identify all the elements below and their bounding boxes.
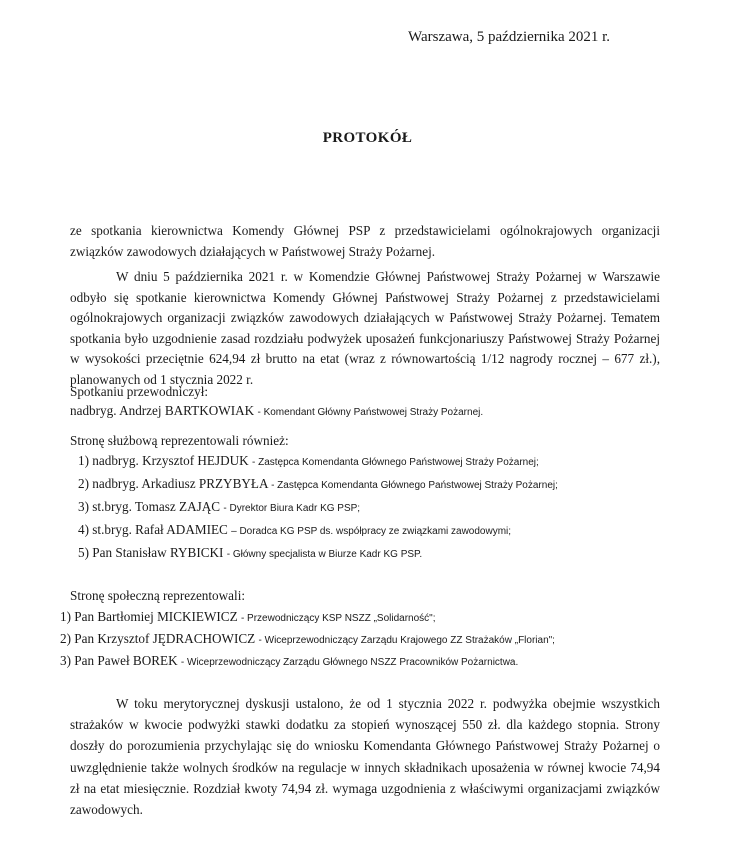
list-item — [60, 628, 555, 650]
member-role: - Zastępca Komendanta Głównego Państwowej Straży Pożarnej; — [271, 480, 558, 491]
member-name: st.bryg. Tomasz ZAJĄC — [92, 499, 221, 514]
social-side-list — [60, 606, 555, 672]
member-role: - Wiceprzewodniczący Zarządu Głównego NSZZ Pracowników Pożarnictwa. — [180, 657, 519, 668]
chair-role: - Komendant Główny Państwowej Straży Pożarnej. — [257, 407, 484, 418]
list-item — [60, 650, 555, 672]
item-number: 1) — [78, 453, 89, 468]
member-role: - Wiceprzewodniczący Zarządu Krajowego ZZ Strażaków „Florian"; — [258, 635, 555, 646]
list-item — [78, 518, 558, 541]
final-paragraph: W toku merytorycznej dyskusji ustalono, że od 1 stycznia 2022 r. podwyżka obejmie wszystkich strażaków w kwocie podwyżki stawki dodatku za stopień wynoszącej 550 zł. dla każdego stopnia. Strony doszły do porozumienia przychylając się do wniosku Komendanta Głównego Państwowej Straży Pożarnej o uwzględnienie także wolnych środków na regulacje w innych składnikach uposażenia w równej kwocie 74,94 zł na etat miesięcznie. Rozdział kwoty 74,94 zł. wymaga uzgodnienia z właściwymi organizacjami związków zawodowych. — [70, 696, 660, 818]
member-role: - Dyrektor Biura Kadr KG PSP; — [223, 503, 361, 514]
list-item — [78, 449, 558, 472]
member-name: st.bryg. Rafał ADAMIEC — [92, 522, 228, 537]
list-item — [78, 495, 558, 518]
member-name: Pan Bartłomiej MICKIEWICZ — [74, 609, 238, 624]
chair-name: nadbryg. Andrzej BARTKOWIAK — [70, 403, 255, 418]
item-number: 3) — [60, 653, 71, 668]
item-number: 5) — [78, 545, 89, 560]
member-name: nadbryg. Krzysztof HEJDUK — [92, 453, 249, 468]
item-number: 3) — [78, 499, 89, 514]
member-name: Pan Krzysztof JĘDRACHOWICZ — [74, 631, 256, 646]
official-side-heading: Stronę służbową reprezentowali również: — [70, 433, 289, 448]
member-role: – Doradca KG PSP ds. współpracy ze związkami zawodowymi; — [231, 526, 512, 537]
document-title: PROTOKÓŁ — [322, 130, 413, 146]
chair-line — [70, 401, 483, 423]
member-role: - Zastępca Komendanta Głównego Państwowej Straży Pożarnej; — [251, 457, 539, 468]
member-name: Pan Stanisław RYBICKI — [92, 545, 224, 560]
list-item — [78, 472, 558, 495]
member-name: nadbryg. Arkadiusz PRZYBYŁA — [92, 476, 268, 491]
official-side-list — [78, 449, 558, 564]
meeting-paragraph: W dniu 5 października 2021 r. w Komendzie Głównej Państwowej Straży Pożarnej w Warszawie odbyło się spotkanie kierownictwa Komendy Głównej Państwowej Straży Pożarnej z przedstawicielami ogólnokrajowych organizacji związków zawodowych działających w Państwowej Straży Pożarnej. Tematem spotkania było uzgodnienie zasad rozdziału podwyżek uposażeń funkcjonariuszy Państwowej Straży Pożarnej w wysokości przeciętnie 624,94 zł brutto na etat (wraz z równowartością 1/12 nagrody rocznej – 677 zł.), planowanych od 1 stycznia 2022 r. — [70, 269, 660, 387]
list-item — [60, 606, 555, 628]
member-role: - Przewodniczący KSP NSZZ „Solidarność"; — [240, 613, 436, 624]
member-role: - Główny specjalista w Biurze Kadr KG PSP. — [226, 549, 423, 560]
item-number: 2) — [78, 476, 89, 491]
item-number: 1) — [60, 609, 71, 624]
item-number: 4) — [78, 522, 89, 537]
document-date: Warszawa, 5 października 2021 r. — [408, 29, 611, 45]
intro-paragraph: ze spotkania kierownictwa Komendy Głównej PSP z przedstawicielami ogólnokrajowych organizacji związków zawodowych działających w Państwowej Straży Pożarnej. — [70, 223, 660, 259]
social-side-heading: Stronę społeczną reprezentowali: — [70, 588, 246, 603]
list-item — [78, 541, 558, 564]
member-name: Pan Paweł BOREK — [74, 653, 178, 668]
item-number: 2) — [60, 631, 71, 646]
chair-heading: Spotkaniu przewodniczył: — [70, 384, 209, 399]
